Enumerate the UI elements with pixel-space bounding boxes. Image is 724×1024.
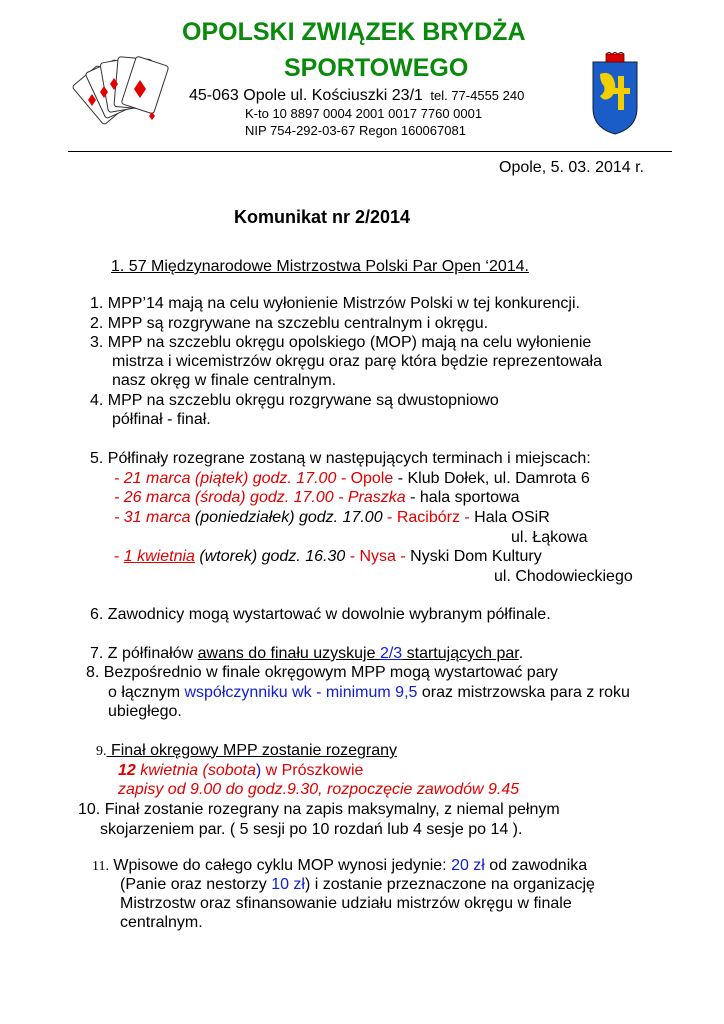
point-11-line1	[92, 856, 587, 876]
header-divider	[68, 151, 672, 152]
point-11-line2-b: ) i zostanie przeznaczone na organizację	[304, 876, 595, 893]
phone-text: tel. 77-4555 240	[430, 88, 525, 103]
point-8-line1: 8. Bezpośrednio w finale okręgowym MPP mogą wystartować pary	[86, 664, 558, 681]
point-11-text-b: od zawodnika	[484, 857, 588, 874]
point-11-fee: 20 zł	[451, 857, 485, 874]
point-8-line3: ubiegłego.	[108, 703, 182, 720]
point-9	[96, 741, 397, 761]
document-date: Opole, 5. 03. 2014 r.	[499, 159, 644, 176]
playing-cards-logo	[64, 50, 176, 140]
point-3-line3: nasz okręg w finale centralnym.	[112, 372, 337, 389]
point-9-day: 12	[118, 762, 136, 779]
semifinal-nysa-street: ul. Chodowieckiego	[494, 568, 633, 585]
semifinal-praszka-date: - 26 marca (środa) godz. 17.00 - Praszka	[114, 489, 406, 506]
semifinal-raciborz-street: ul. Łąkowa	[511, 529, 588, 546]
point-8-suffix: oraz mistrzowska para z roku	[417, 684, 630, 701]
semifinal-nysa-place: Nyski Dom Kultury	[405, 548, 542, 565]
semifinal-nysa-time: (wtorek) godz. 16.30	[194, 548, 350, 565]
semifinal-opole	[114, 469, 590, 488]
semifinal-opole-place: - Klub Dołek, ul. Damrota 6	[393, 470, 590, 487]
point-5: 5. Półfinały rozegrane zostaną w następujących terminach i miejscach:	[90, 450, 591, 467]
org-name-line2: SPORTOWEGO	[284, 54, 469, 82]
point-11-reduced-fee: 10 zł	[271, 876, 305, 893]
point-3-line2: mistrza i wicemistrzów okręgu oraz parę która będzie reprezentowała	[112, 353, 602, 370]
opole-coat-of-arms	[590, 52, 640, 136]
point-9-paren: )	[255, 762, 262, 779]
point-2: 2. MPP są rozgrywane na szczeblu centralnym i okręgu.	[90, 315, 489, 332]
point-11-line4: centralnym.	[120, 914, 203, 931]
point-1: 1. MPP’14 mają na celu wyłonienie Mistrzów Polski w tej konkurencji.	[90, 295, 580, 312]
point-11-line3: Mistrzostw oraz sfinansowanie udziału mistrzów okręgu w finale	[120, 895, 572, 912]
org-name-line1: OPOLSKI ZWIĄZEK BRYDŻA	[182, 18, 526, 46]
document-title: Komunikat nr 2/2014	[234, 207, 411, 227]
section-heading: 1. 57 Międzynarodowe Mistrzostwa Polski Par Open ‘2014.	[111, 258, 529, 275]
point-11-text-a: Wpisowe do całego cyklu MOP wynosi jedynie:	[108, 857, 452, 874]
point-11-line2-a: (Panie oraz nestorzy	[120, 876, 272, 893]
semifinal-raciborz-date: - 31 marca	[114, 509, 195, 526]
address-text: 45-063 Opole ul. Kościuszki 23/1	[189, 87, 423, 104]
point-10-line1: 10. Finał zostanie rozegrany na zapis maksymalny, z niemal pełnym	[78, 801, 560, 818]
semifinal-nysa-city: - Nysa -	[349, 548, 406, 565]
point-9-month: kwietnia (sobota	[135, 762, 256, 779]
point-7-pairs: startujących par	[402, 645, 519, 662]
point-7-period: .	[518, 645, 524, 662]
point-3-line1: 3. MPP na szczeblu okręgu opolskiego (MOP) mają na celu wyłonienie	[90, 334, 592, 351]
point-9-text: Finał okręgowy MPP zostanie rozegrany	[106, 742, 398, 759]
semifinal-opole-date: - 21 marca (piątek) godz. 17.00 -	[114, 470, 351, 487]
point-8-prefix: o łącznym	[108, 684, 185, 701]
point-4-line1: 4. MPP na szczeblu okręgu rozgrywane są dwustopniowo	[90, 392, 499, 409]
semifinal-raciborz-place: Hala OSiR	[469, 509, 550, 526]
point-7-intro: 7. Z półfinałów	[90, 645, 198, 662]
point-4-line2: półfinał - finał.	[112, 411, 211, 428]
bank-account: K-to 10 8897 0004 2001 0017 7760 0001	[245, 106, 483, 121]
org-address	[189, 87, 524, 105]
semifinal-raciborz-time: (poniedziałek) godz. 17.00	[194, 509, 383, 526]
point-10-line2: skojarzeniem par. ( 5 sesji po 10 rozdań lub 4 sesje po 14 ).	[100, 821, 523, 838]
point-9-times: zapisy od 9.00 do godz.9.30, rozpoczęcie zawodów 9.45	[118, 781, 520, 798]
semifinal-praszka	[114, 488, 520, 507]
point-8-line2	[108, 683, 630, 702]
semifinal-raciborz	[114, 508, 550, 527]
point-9-number: 9.	[96, 744, 107, 759]
point-11-number: 11.	[92, 859, 109, 874]
point-8-coefficient: współczynniku wk - minimum 9,5	[184, 684, 418, 701]
semifinal-nysa-dash: -	[114, 548, 124, 565]
point-9-date	[118, 761, 363, 780]
point-6: 6. Zawodnicy mogą wystartować w dowolnie wybranym półfinale.	[90, 606, 551, 623]
semifinal-nysa-date: 1 kwietnia	[123, 548, 195, 565]
semifinal-praszka-place: - hala sportowa	[405, 489, 520, 506]
point-7-fraction: 2/3	[379, 645, 403, 662]
semifinal-nysa	[114, 547, 542, 566]
nip-regon: NIP 754-292-03-67 Regon 160067081	[245, 123, 466, 138]
point-11-line2	[120, 875, 595, 894]
point-7	[90, 644, 523, 663]
point-9-place: w Prószkowie	[261, 762, 364, 779]
semifinal-raciborz-city: - Racibórz -	[382, 509, 470, 526]
semifinal-opole-city: Opole	[350, 470, 394, 487]
point-7-awans: awans do finału uzyskuje	[197, 645, 380, 662]
